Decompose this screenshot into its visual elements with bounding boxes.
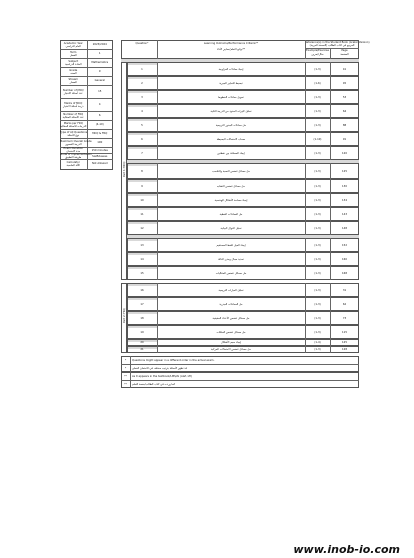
example-ref: (1-6): [314, 81, 321, 85]
question-number: 7: [141, 151, 143, 155]
row-divider: [157, 62, 158, 76]
learning-outcome: تحليل كثيرات الحدود من الدرجة الثانية: [210, 109, 252, 113]
left-panel-value: Mathematics: [91, 61, 109, 64]
learning-outcome: حل المعادلات الجذرية: [219, 302, 243, 306]
row-divider: [305, 266, 306, 280]
example-ref: (1-3): [314, 271, 321, 275]
header-divider: [330, 48, 331, 59]
question-number: 5: [141, 123, 143, 127]
left-panel-label: Mode of Implementation: [60, 153, 92, 156]
row-divider: [157, 346, 158, 353]
row-divider: [330, 146, 331, 160]
example-ref: (1-3): [314, 330, 321, 334]
left-panel-value: SwiftAssess: [92, 154, 108, 158]
row-band: [128, 164, 157, 166]
row-divider: [330, 193, 331, 207]
page-ref: 125: [342, 169, 347, 173]
question-number: 11: [140, 212, 144, 216]
left-panel-label-ar: الآلة الحاسبة: [66, 163, 81, 167]
example-ref: (1-3): [314, 348, 321, 351]
left-panel-value: 4: [98, 103, 101, 106]
example-ref: (1-3): [314, 288, 321, 292]
example-ref: (1-3): [314, 151, 321, 155]
left-panel-label: Type of All Questions: [60, 130, 88, 134]
note-marker: *: [124, 366, 127, 370]
left-panel-label: Academic Year: [63, 41, 83, 45]
row-divider: [330, 252, 331, 266]
left-panel-label: Maximum Overall Grade: [60, 139, 92, 143]
row-divider: [157, 325, 158, 339]
note-divider: [121, 364, 359, 365]
row-divider: [330, 346, 331, 353]
page-ref: 41: [342, 67, 347, 71]
row-divider: [305, 311, 306, 325]
learning-outcome: حل مسائل تتضمن النسبة والتناسب: [212, 169, 250, 173]
left-panel-value: Not Allowed: [91, 162, 108, 165]
row-divider: [157, 252, 158, 266]
learning-outcome: تحديد مجال ومدى الدالة: [218, 257, 244, 261]
left-panel-label-ar: مدة الامتحان: [66, 150, 81, 153]
left-panel-label: Marks of MCQ: [64, 101, 83, 105]
row-divider: [305, 62, 306, 76]
row-divider: [305, 207, 306, 221]
learning-outcome: تبسيط التعابير الجبرية: [219, 81, 243, 85]
left-panel-label-ar: طريقة التطبيق: [65, 156, 82, 159]
learning-outcome: حل مسائل تتضمن التشابه: [217, 184, 245, 188]
header-page-ar: الصفحة: [340, 53, 349, 56]
row-divider: [305, 283, 306, 297]
learning-outcome: إيجاد المسافة بين نقطتين: [217, 151, 245, 155]
learning-outcome: تحليل العبارات التربيعية: [218, 288, 244, 292]
question-number: 13: [140, 243, 144, 247]
row-divider: [305, 252, 306, 266]
row-divider: [305, 76, 306, 90]
note-text-ar: قد تظهر الأسئلة بترتيب مختلف في الامتحان الفعلي: [132, 366, 187, 370]
left-panel-value: General: [94, 79, 105, 82]
header-divider: [157, 40, 158, 59]
learning-outcome: حل مسائل تتضمن الأعداد الحقيقية: [212, 316, 250, 320]
left-panel-value: 150 minutes: [91, 148, 108, 152]
learning-outcome: حساب الاحتمالات البسيطة: [216, 137, 246, 141]
page-ref: 120: [342, 151, 347, 155]
header-reference-ar: المرجع في كتاب الطالب (النسخة العربية): [309, 44, 355, 47]
row-divider: [305, 346, 306, 353]
row-band: [128, 253, 157, 255]
left-panel-row-border: [60, 98, 113, 99]
row-band: [128, 180, 157, 182]
row-divider: [157, 76, 158, 90]
left-panel-label-ar: الدرجة القصوى: [65, 142, 82, 146]
left-panel-row-border: [60, 85, 113, 86]
note-text: Questions might appear in a different order in the actual exam.: [132, 358, 215, 362]
row-divider: [157, 339, 158, 346]
example-ref: (1-3): [314, 67, 321, 71]
left-panel-value: (4-10): [95, 123, 104, 126]
left-panel-label: Grade: [69, 68, 78, 72]
row-divider: [330, 207, 331, 221]
left-panel-label: Stream: [68, 77, 78, 81]
note-text: As it appears in the textbook/LMS/AI (Alef, LTI): [132, 374, 193, 378]
row-band: [128, 105, 157, 107]
example-ref: (1-3): [314, 123, 321, 127]
row-divider: [305, 179, 306, 193]
row-divider: [330, 179, 331, 193]
learning-outcome: إيجاد معادلات المزاوجة: [218, 67, 244, 71]
question-number: 4: [141, 109, 143, 113]
question-number: 16: [140, 288, 144, 292]
row-divider: [330, 221, 331, 235]
row-divider: [330, 238, 331, 252]
row-divider: [305, 132, 306, 146]
page-ref: 168: [342, 271, 347, 275]
page-ref: 91: [342, 137, 347, 141]
note-divider: [121, 380, 359, 381]
question-number: 14: [140, 257, 144, 261]
left-panel-value: 100: [97, 141, 103, 144]
header-example: Example/Exercise: [306, 49, 329, 52]
row-divider: [305, 163, 306, 179]
example-ref: (1-3): [314, 257, 321, 261]
row-band: [128, 326, 157, 328]
left-panel-label: Calculator: [66, 160, 80, 164]
question-number: 18: [140, 316, 144, 320]
example-ref: (1-3): [314, 198, 321, 202]
question-number: 9: [141, 184, 143, 188]
left-panel-label-ar: عدد أسئلة الاختيار: [63, 91, 83, 95]
left-panel-label-ar: عدد الأسئلة المقالية: [62, 115, 84, 119]
row-divider: [330, 283, 331, 297]
learning-outcome: تمثيل الدوال البيانية: [220, 226, 242, 230]
left-panel-value: 2023/2024: [92, 43, 107, 46]
page-ref: 128: [342, 348, 347, 351]
page-ref: 152: [342, 243, 347, 247]
learning-outcome: حل المعادلات الخطية: [219, 212, 243, 216]
example-ref: (1-3): [314, 226, 321, 230]
learning-outcome: إيجاد مساحة الأشكال الهندسية: [214, 198, 248, 202]
row-divider: [330, 104, 331, 118]
left-panel-value: 6: [98, 114, 101, 117]
page-ref: 130: [342, 184, 347, 188]
example-ref: (1-3): [314, 95, 321, 99]
row-divider: [157, 163, 158, 179]
learning-outcome: إيجاد الميل للخط المستقيم: [216, 243, 246, 247]
question-number: 12: [140, 226, 144, 230]
left-panel-value: MCQ & FRQ: [92, 132, 108, 135]
row-divider: [157, 297, 158, 311]
row-divider: [157, 146, 158, 160]
header-band: [121, 59, 359, 62]
header-outcome: Learning Outcome/Performance Criteria**: [203, 42, 259, 45]
left-panel-label: Marks per FRQ: [63, 121, 83, 125]
row-divider: [330, 266, 331, 280]
row-band: [128, 222, 157, 224]
page-ref: 73: [342, 316, 347, 320]
row-band: [128, 194, 157, 196]
page-ref: 160: [342, 257, 347, 261]
row-band: [128, 91, 157, 93]
example-ref: (1-3): [314, 184, 321, 188]
row-divider: [330, 132, 331, 146]
row-divider: [330, 163, 331, 179]
row-divider: [157, 238, 158, 252]
row-divider: [330, 62, 331, 76]
header-divider: [305, 40, 306, 59]
page-ref: 45: [342, 81, 347, 85]
row-divider: [330, 311, 331, 325]
row-divider: [157, 132, 158, 146]
page-ref: 31: [342, 288, 347, 292]
note-marker: **: [124, 374, 127, 378]
page-ref: 148: [342, 226, 347, 230]
page-ref: 62: [342, 302, 347, 306]
row-band: [128, 147, 157, 149]
row-band: [128, 312, 157, 314]
row-band: [128, 77, 157, 79]
left-panel-label-ar: الصف: [70, 71, 77, 75]
row-band: [128, 239, 157, 241]
row-divider: [157, 207, 158, 221]
left-panel-label: Subject: [68, 59, 79, 63]
row-divider: [305, 221, 306, 235]
row-divider: [330, 325, 331, 339]
left-panel-value: 1: [98, 52, 101, 55]
left-panel-label-ar: الفصل: [69, 53, 77, 57]
row-divider: [305, 90, 306, 104]
question-number: 19: [140, 330, 144, 334]
learning-outcome: حل مسائل تتضمن الاحتمالات المركبة: [211, 348, 251, 351]
left-panel-label: Term: [70, 50, 77, 54]
section-label: Part 2: FRQ: [122, 307, 126, 323]
row-divider: [305, 339, 306, 346]
row-divider: [330, 76, 331, 90]
left-panel-label: Number of FRQ: [63, 112, 84, 116]
header-divider: [305, 48, 359, 49]
example-ref: (1-3): [314, 169, 321, 173]
row-divider: [305, 193, 306, 207]
row-divider: [330, 118, 331, 132]
example-ref: (1-3): [314, 109, 321, 113]
left-panel-label: Number of MCQ: [62, 88, 84, 92]
header-example-ar: مثال/تمرين: [311, 53, 324, 56]
left-panel-value: 9: [98, 70, 101, 73]
row-divider: [157, 221, 158, 235]
row-band: [128, 267, 157, 269]
example-ref: (1-3): [314, 212, 321, 216]
row-divider: [305, 118, 306, 132]
question-number: 2: [141, 81, 143, 85]
row-band: [128, 119, 157, 121]
page-ref: 53: [342, 95, 347, 99]
learning-outcome: تحويل معادلات الخطوط: [218, 95, 244, 99]
question-number: 17: [140, 302, 144, 306]
question-number: 20: [140, 341, 144, 344]
learning-outcome: حل مسائل تتضمن المتتاليات: [215, 271, 247, 275]
example-ref: (1-3): [314, 316, 321, 320]
example-ref: (1-10): [313, 137, 322, 141]
row-band: [128, 208, 157, 210]
example-ref: (1-3): [314, 302, 321, 306]
row-divider: [305, 146, 306, 160]
question-number: 21: [140, 348, 144, 351]
page-ref: 64: [342, 109, 347, 113]
page-ref: 88: [342, 123, 347, 127]
row-divider: [157, 118, 158, 132]
page-ref: 134: [342, 198, 347, 202]
row-band: [128, 133, 157, 135]
left-panel-label-ar: درجة أسئلة الاختيار: [63, 104, 84, 108]
header-page: Page: [341, 49, 348, 52]
note-text-ar: كما وردت في كتاب الطالب/منصة التعلم: [132, 382, 175, 386]
row-band: [128, 284, 157, 286]
left-panel-label: Exam Duration: [63, 147, 83, 150]
example-ref: (1-4): [314, 341, 321, 344]
note-marker: **: [124, 382, 127, 386]
row-divider: [330, 297, 331, 311]
question-number: 1: [141, 67, 143, 71]
row-divider: [305, 104, 306, 118]
header-outcome-ar: نواتج التعلم/معايير الأداء**: [216, 48, 246, 51]
row-divider: [305, 297, 306, 311]
left-panel-label-ar: الدرجات للأسئلة المقالية: [60, 124, 87, 128]
header-question: Question*: [135, 42, 149, 45]
learning-outcome: إيجاد حجم الأشكال: [220, 341, 242, 344]
row-divider: [157, 193, 158, 207]
left-panel-label-ar: نوع الأسئلة: [67, 133, 80, 137]
page-ref: 115: [342, 330, 347, 334]
row-divider: [157, 90, 158, 104]
row-divider: [157, 179, 158, 193]
watermark: www.inob-io.com: [293, 543, 400, 556]
row-divider: [305, 325, 306, 339]
section-label: Part 1: MCQ: [122, 161, 126, 177]
row-divider: [330, 90, 331, 104]
row-divider: [157, 311, 158, 325]
left-panel-value: 15: [98, 90, 102, 93]
question-number: 10: [140, 198, 144, 202]
note-marker: *: [124, 358, 127, 362]
row-divider: [157, 104, 158, 118]
row-divider: [157, 266, 158, 280]
page-ref: 125: [342, 341, 347, 344]
left-panel-label-ar: المادة الدراسية: [65, 62, 82, 66]
question-number: 3: [141, 95, 143, 99]
row-divider: [305, 238, 306, 252]
row-divider: [330, 339, 331, 346]
left-panel-label-ar: المسار: [69, 80, 77, 84]
page-ref: 143: [342, 212, 347, 216]
question-number: 15: [140, 271, 144, 275]
header-reference: Reference(s) in the Student Book (Arabic Version): [305, 41, 370, 44]
learning-outcome: حل معادلات الجذور التربيعية: [215, 123, 247, 127]
row-divider: [157, 283, 158, 297]
question-number: 8: [141, 169, 143, 173]
row-band: [128, 63, 157, 65]
example-ref: (1-3): [314, 243, 321, 247]
left-panel-label-ar: العام الدراسي: [65, 44, 81, 48]
question-number: 6: [141, 137, 143, 141]
row-band: [128, 298, 157, 300]
learning-outcome: حل مسائل تتضمن المثلثات: [216, 330, 246, 334]
